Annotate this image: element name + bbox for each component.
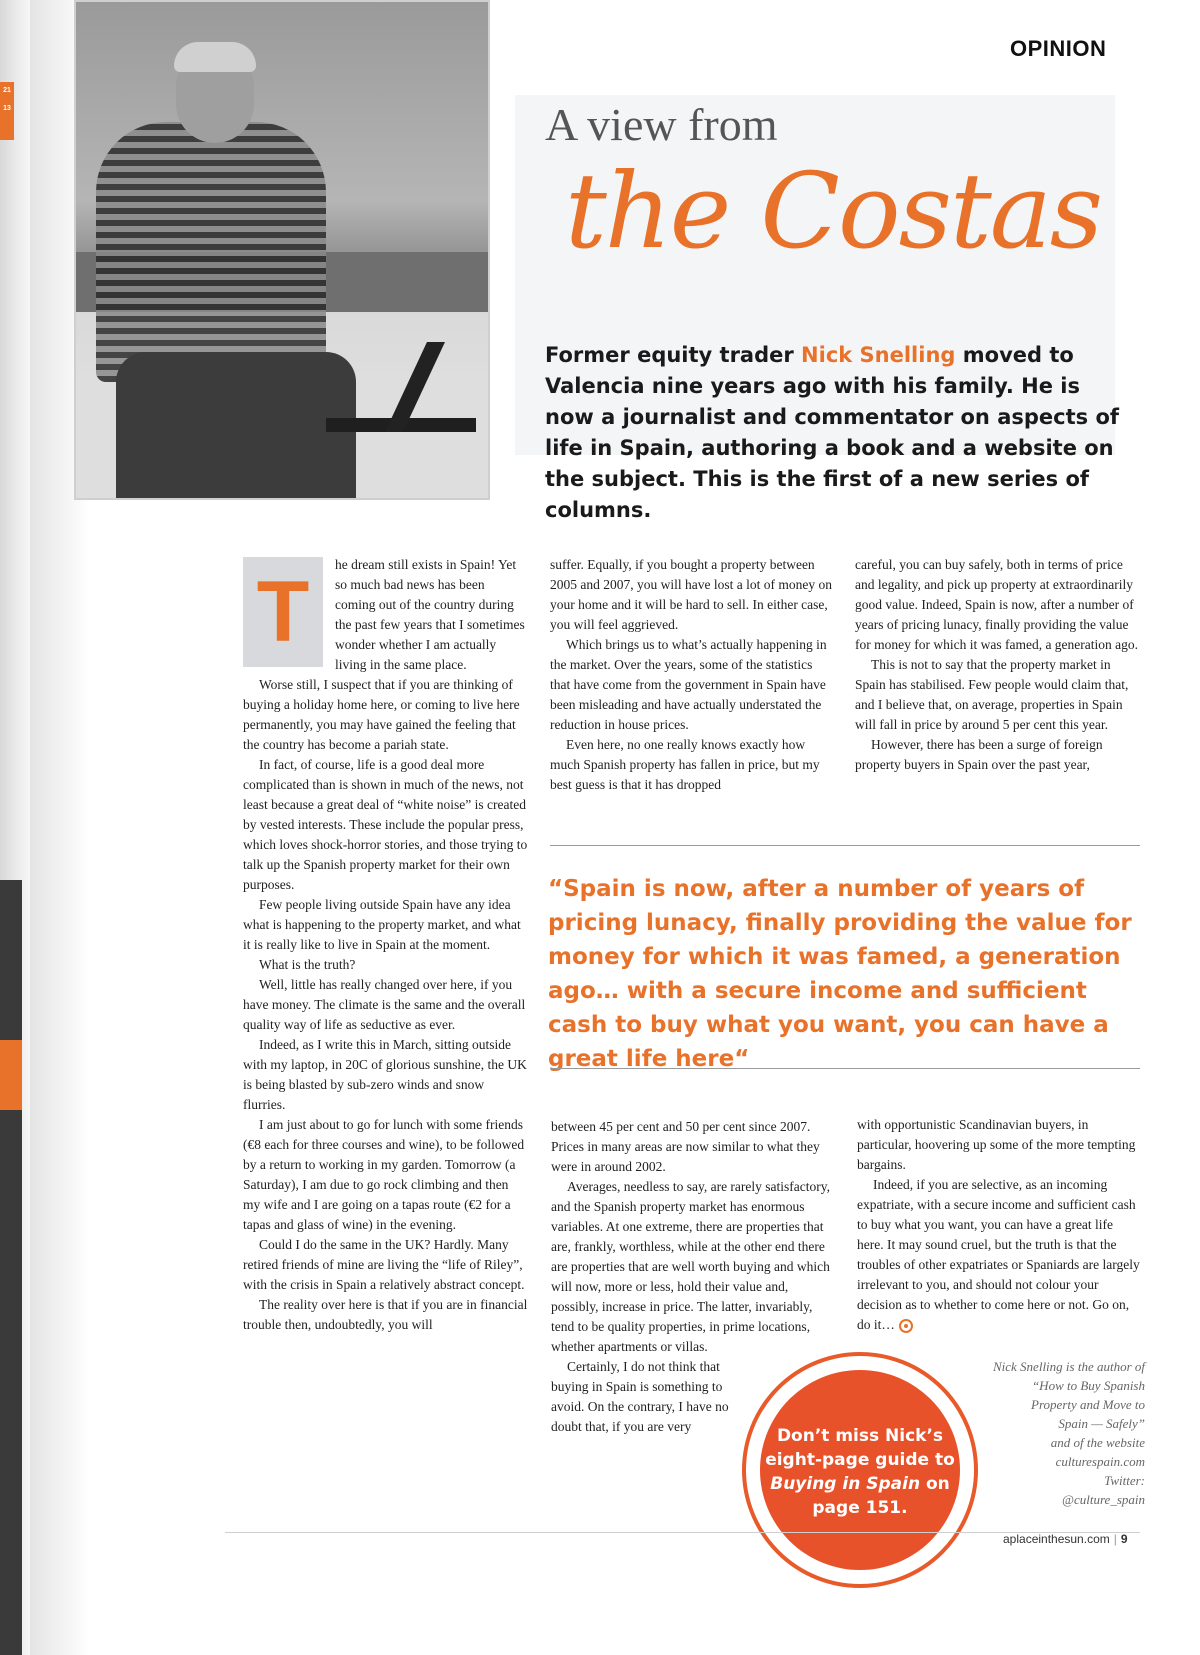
- paragraph: [857, 1175, 1142, 1335]
- promo-badge: [760, 1370, 960, 1570]
- page-number: 9: [1120, 1532, 1128, 1546]
- promo-book-title: Buying in Spain: [770, 1474, 921, 1494]
- title-line-1: A view from: [545, 99, 778, 150]
- paragraph: Averages, needless to say, are rarely satisfactory, and the Spanish property market has enormous variables. At one extreme, there are properties that are, frankly, worthless, while at the other end there are properties that are well worth buying and which will now, more or less, hold their value and, possibly, increase in price. The latter, invariably, tend to be quality properties, in prime locations, whether apartments or villas.: [551, 1179, 831, 1354]
- article-column-3-bottom: [857, 1115, 1142, 1335]
- footer-site: aplaceinthesun.com: [1003, 1532, 1110, 1546]
- paragraph: Indeed, as I write this in March, sitting outside with my laptop, in 20C of glorious sunshine, the UK is being blasted by sub-zero winds and snow flurries.: [243, 1037, 527, 1112]
- paragraph: Even here, no one really knows exactly how much Spanish property has fallen in price, but my best guess is that it has dropped: [550, 737, 820, 792]
- end-mark-icon: [899, 1319, 913, 1333]
- promo-line: [760, 1472, 960, 1496]
- paragraph: careful, you can buy safely, both in terms of price and legality, and pick up property at extraordinarily good value. Indeed, Spain is now, after a number of years of pricing lunacy, finally providing the value for money for which it was famed, a generation ago.: [855, 557, 1139, 652]
- standfirst-intro: Former equity trader: [545, 343, 802, 367]
- paragraph: between 45 per cent and 50 per cent since 2007. Prices in many areas are now similar to what they were in around 2002.: [551, 1119, 820, 1174]
- article-column-2-top: [550, 555, 835, 795]
- spine-orange-band: [0, 1040, 22, 1110]
- paragraph: I am just about to go for lunch with some friends (€8 each for three courses and wine), to be followed by a return to working in my garden. Tomorrow (a Saturday), I am due to go rock climbing and then my wife and I are going on a tapas route (€2 for a tapas and glass of wine) in the evening.: [243, 1117, 525, 1232]
- closing-text: Indeed, if you are selective, as an incoming expatriate, with a secure income and sufficient cash to buy what you want, you can have a great life here. It may sound cruel, but the truth is that the troubles of other expatriates or Spaniards are largely irrelevant to you, and should not colour your decision as to whether to come here or not. Go on, do it…: [857, 1177, 1140, 1332]
- paragraph: with opportunistic Scandinavian buyers, in particular, hoovering up some of the more tempting bargains.: [857, 1117, 1136, 1172]
- pull-quote-rule-bottom: [550, 1068, 1140, 1069]
- paragraph: Few people living outside Spain have any idea what is happening to the property market, and what it is really like to live in Spain at the moment.: [243, 897, 521, 952]
- paragraph: Worse still, I suspect that if you are thinking of buying a holiday home here, or coming to live here permanently, you may have gained the feeling that the country has become a pariah state.: [243, 677, 520, 752]
- paragraph: This is not to say that the property market in Spain has stabilised. Few people would claim that, and I believe that, on average, properties in Spain will fall in price by around 5 per cent this year.: [855, 657, 1129, 732]
- paragraph: he dream still exists in Spain! Yet so much bad news has been coming out of the country during the past few years that I sometimes wonder whether I am actually living in the same place.: [335, 557, 525, 672]
- standfirst: [545, 340, 1125, 526]
- pull-quote-rule-top: [550, 845, 1140, 846]
- author-name: Nick Snelling: [801, 343, 956, 367]
- article-column-3-top: [855, 555, 1140, 775]
- paragraph: Certainly, I do not think that buying in Spain is something to avoid. On the contrary, I have no doubt that, if you are very: [551, 1359, 729, 1434]
- bio-line: Spain — Safely”: [1058, 1416, 1145, 1431]
- promo-line: page 151.: [812, 1498, 908, 1518]
- bio-line: “How to Buy Spanish: [1031, 1378, 1145, 1393]
- bio-line: and of the website: [1050, 1435, 1145, 1450]
- page-footer: [1003, 1532, 1128, 1546]
- bio-line: culturespain.com: [1055, 1454, 1145, 1469]
- paragraph: suffer. Equally, if you bought a property between 2005 and 2007, you will have lost a lot of money on your home and it will be hard to sell. In either case, you will feel aggrieved.: [550, 557, 832, 632]
- paragraph: The reality over here is that if you are in financial trouble then, undoubtedly, you will: [243, 1297, 528, 1332]
- side-tab-bottom: 13: [3, 105, 11, 112]
- bio-line: Nick Snelling is the author of: [992, 1359, 1145, 1374]
- paragraph: What is the truth?: [259, 957, 356, 972]
- side-tab-top: 21: [3, 87, 11, 94]
- bio-line: Twitter:: [1104, 1473, 1145, 1488]
- promo-line: Don’t miss Nick’s: [776, 1426, 944, 1446]
- footer-separator: |: [1113, 1532, 1117, 1546]
- spine-dark-band: [0, 880, 22, 1655]
- paragraph: However, there has been a surge of foreign property buyers in Spain over the past year,: [855, 737, 1103, 772]
- paragraph: Well, little has really changed over here, if you have money. The climate is the same and the overall quality way of life as seductive as ever.: [243, 977, 526, 1032]
- drop-cap: T: [243, 557, 323, 667]
- bio-line: Property and Move to: [1031, 1397, 1145, 1412]
- article-column-1: [243, 555, 528, 1335]
- paragraph: Which brings us to what’s actually happening in the market. Over the years, some of the statistics that have come from the government in Spain have been misleading and have actually understated the reduction in house prices.: [550, 637, 827, 732]
- promo-line: eight-page guide to: [765, 1450, 955, 1470]
- promo-on: on: [920, 1474, 950, 1494]
- title-line-2: the Costas: [565, 150, 1102, 272]
- paragraph: Could I do the same in the UK? Hardly. Many retired friends of mine are living the “life of Riley”, with the crisis in Spain a relatively abstract concept.: [243, 1237, 525, 1292]
- author-photo: [74, 0, 490, 500]
- section-label: OPINION: [1010, 36, 1107, 61]
- bio-line: @culture_spain: [1062, 1492, 1145, 1507]
- standfirst-rest: moved to Valencia nine years ago with his family. He is now a journalist and commentator on aspects of life in Spain, authoring a book and a website on the subject. This is the first of a new series of columns.: [545, 343, 1120, 522]
- pull-quote: “Spain is now, after a number of years of pricing lunacy, finally providing the value for money for which it was famed, a generation ago… with a secure income and sufficient cash to buy what you want, you can have a great life here“: [548, 876, 1132, 1072]
- paragraph: In fact, of course, life is a good deal more complicated than is shown in much of the news, not least because a great deal of “white noise” is created by vested interests. These include the popular press, which loves shock-horror stories, and those trying to talk up the Spanish property market for their own purposes.: [243, 757, 528, 892]
- side-tab: [0, 82, 14, 140]
